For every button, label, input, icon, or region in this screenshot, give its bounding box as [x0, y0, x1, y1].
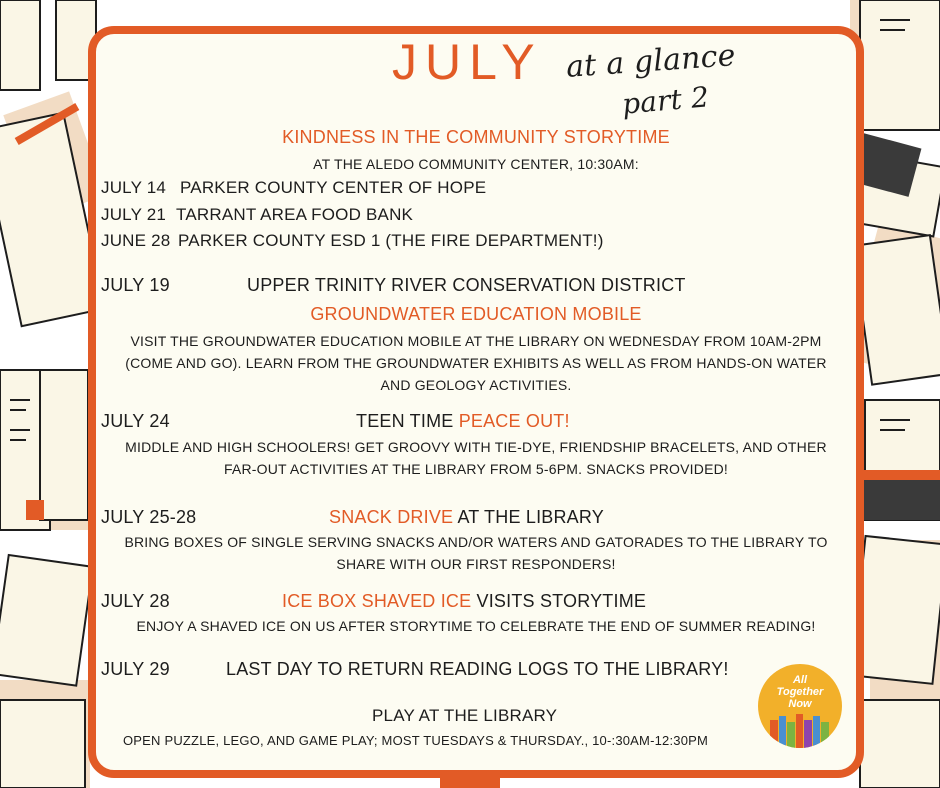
snack-title: [329, 507, 604, 528]
logs-text: LAST DAY TO RETURN READING LOGS TO THE LIBRARY!: [226, 659, 729, 679]
teen-date: JULY 24: [101, 411, 170, 431]
logs-date: JULY 29: [101, 659, 170, 679]
ice-date: JULY 28: [101, 591, 170, 611]
groundwater-title: GROUNDWATER EDUCATION MOBILE: [310, 304, 642, 324]
storytime-location: AT THE ALEDO COMMUNITY CENTER, 10:30AM:: [313, 156, 639, 172]
storytime-item-text: PARKER COUNTY ESD 1 (THE FIRE DEPARTMENT!): [178, 231, 604, 250]
teen-desc: MIDDLE AND HIGH SCHOOLERS! GET GROOVY WITH TIE-DYE, FRIENDSHIP BRACELETS, AND OTHER: [125, 439, 827, 455]
storytime-item-date: JUNE 28: [101, 231, 171, 250]
snack-title-highlight: SNACK DRIVE: [329, 507, 454, 527]
ice-title-highlight: ICE BOX SHAVED ICE: [282, 591, 472, 611]
groundwater-org: UPPER TRINITY RIVER CONSERVATION DISTRICT: [247, 275, 686, 295]
teen-desc: FAR-OUT ACTIVITIES AT THE LIBRARY FROM 5-6PM. SNACKS PROVIDED!: [223, 461, 729, 477]
month-title: JULY: [392, 34, 543, 90]
play-desc: OPEN PUZZLE, LEGO, AND GAME PLAY; MOST TUESDAYS & THURSDAY., 10-:30AM-12:30PM: [123, 733, 709, 748]
ice-title: [282, 591, 646, 612]
ice-title-suffix: VISITS STORYTIME: [471, 591, 647, 611]
snack-desc: SHARE WITH OUR FIRST RESPONDERS!: [336, 556, 616, 572]
groundwater-desc: AND GEOLOGY ACTIVITIES.: [380, 377, 572, 393]
snack-title-suffix: AT THE LIBRARY: [453, 507, 604, 527]
teen-title: [356, 411, 570, 432]
groundwater-desc: (COME AND GO). LEARN FROM THE GROUNDWATER EXHIBITS AS WELL AS FROM HANDS-ON WATER: [125, 355, 827, 371]
storytime-item-date: JULY 21: [101, 205, 167, 224]
groundwater-date: JULY 19: [101, 275, 170, 295]
badge-line-2: Together: [776, 686, 824, 698]
teen-title-highlight: PEACE OUT!: [458, 411, 570, 431]
ice-desc: ENJOY A SHAVED ICE ON US AFTER STORYTIME TO CELEBRATE THE END OF SUMMER READING!: [136, 618, 816, 634]
snack-date: JULY 25-28: [101, 507, 197, 527]
subtitle-part-2: part 2: [620, 80, 711, 121]
all-together-now-badge: [758, 664, 842, 748]
subtitle-at-a-glance: at a glance: [564, 38, 737, 85]
snack-desc: BRING BOXES OF SINGLE SERVING SNACKS AND/OR WATERS AND GATORADES TO THE LIBRARY TO: [124, 534, 828, 550]
storytime-title: KINDNESS IN THE COMMUNITY STORYTIME: [282, 127, 670, 147]
storytime-item-text: TARRANT AREA FOOD BANK: [176, 205, 414, 224]
storytime-item-text: PARKER COUNTY CENTER OF HOPE: [180, 178, 487, 197]
play-title: PLAY AT THE LIBRARY: [372, 706, 558, 725]
groundwater-desc: VISIT THE GROUNDWATER EDUCATION MOBILE AT THE LIBRARY ON WEDNESDAY FROM 10AM-2PM: [130, 333, 822, 349]
storytime-item-date: JULY 14: [101, 178, 167, 197]
badge-line-1: All: [792, 674, 808, 686]
teen-title-prefix: TEEN TIME: [356, 411, 459, 431]
badge-line-3: Now: [788, 698, 812, 710]
